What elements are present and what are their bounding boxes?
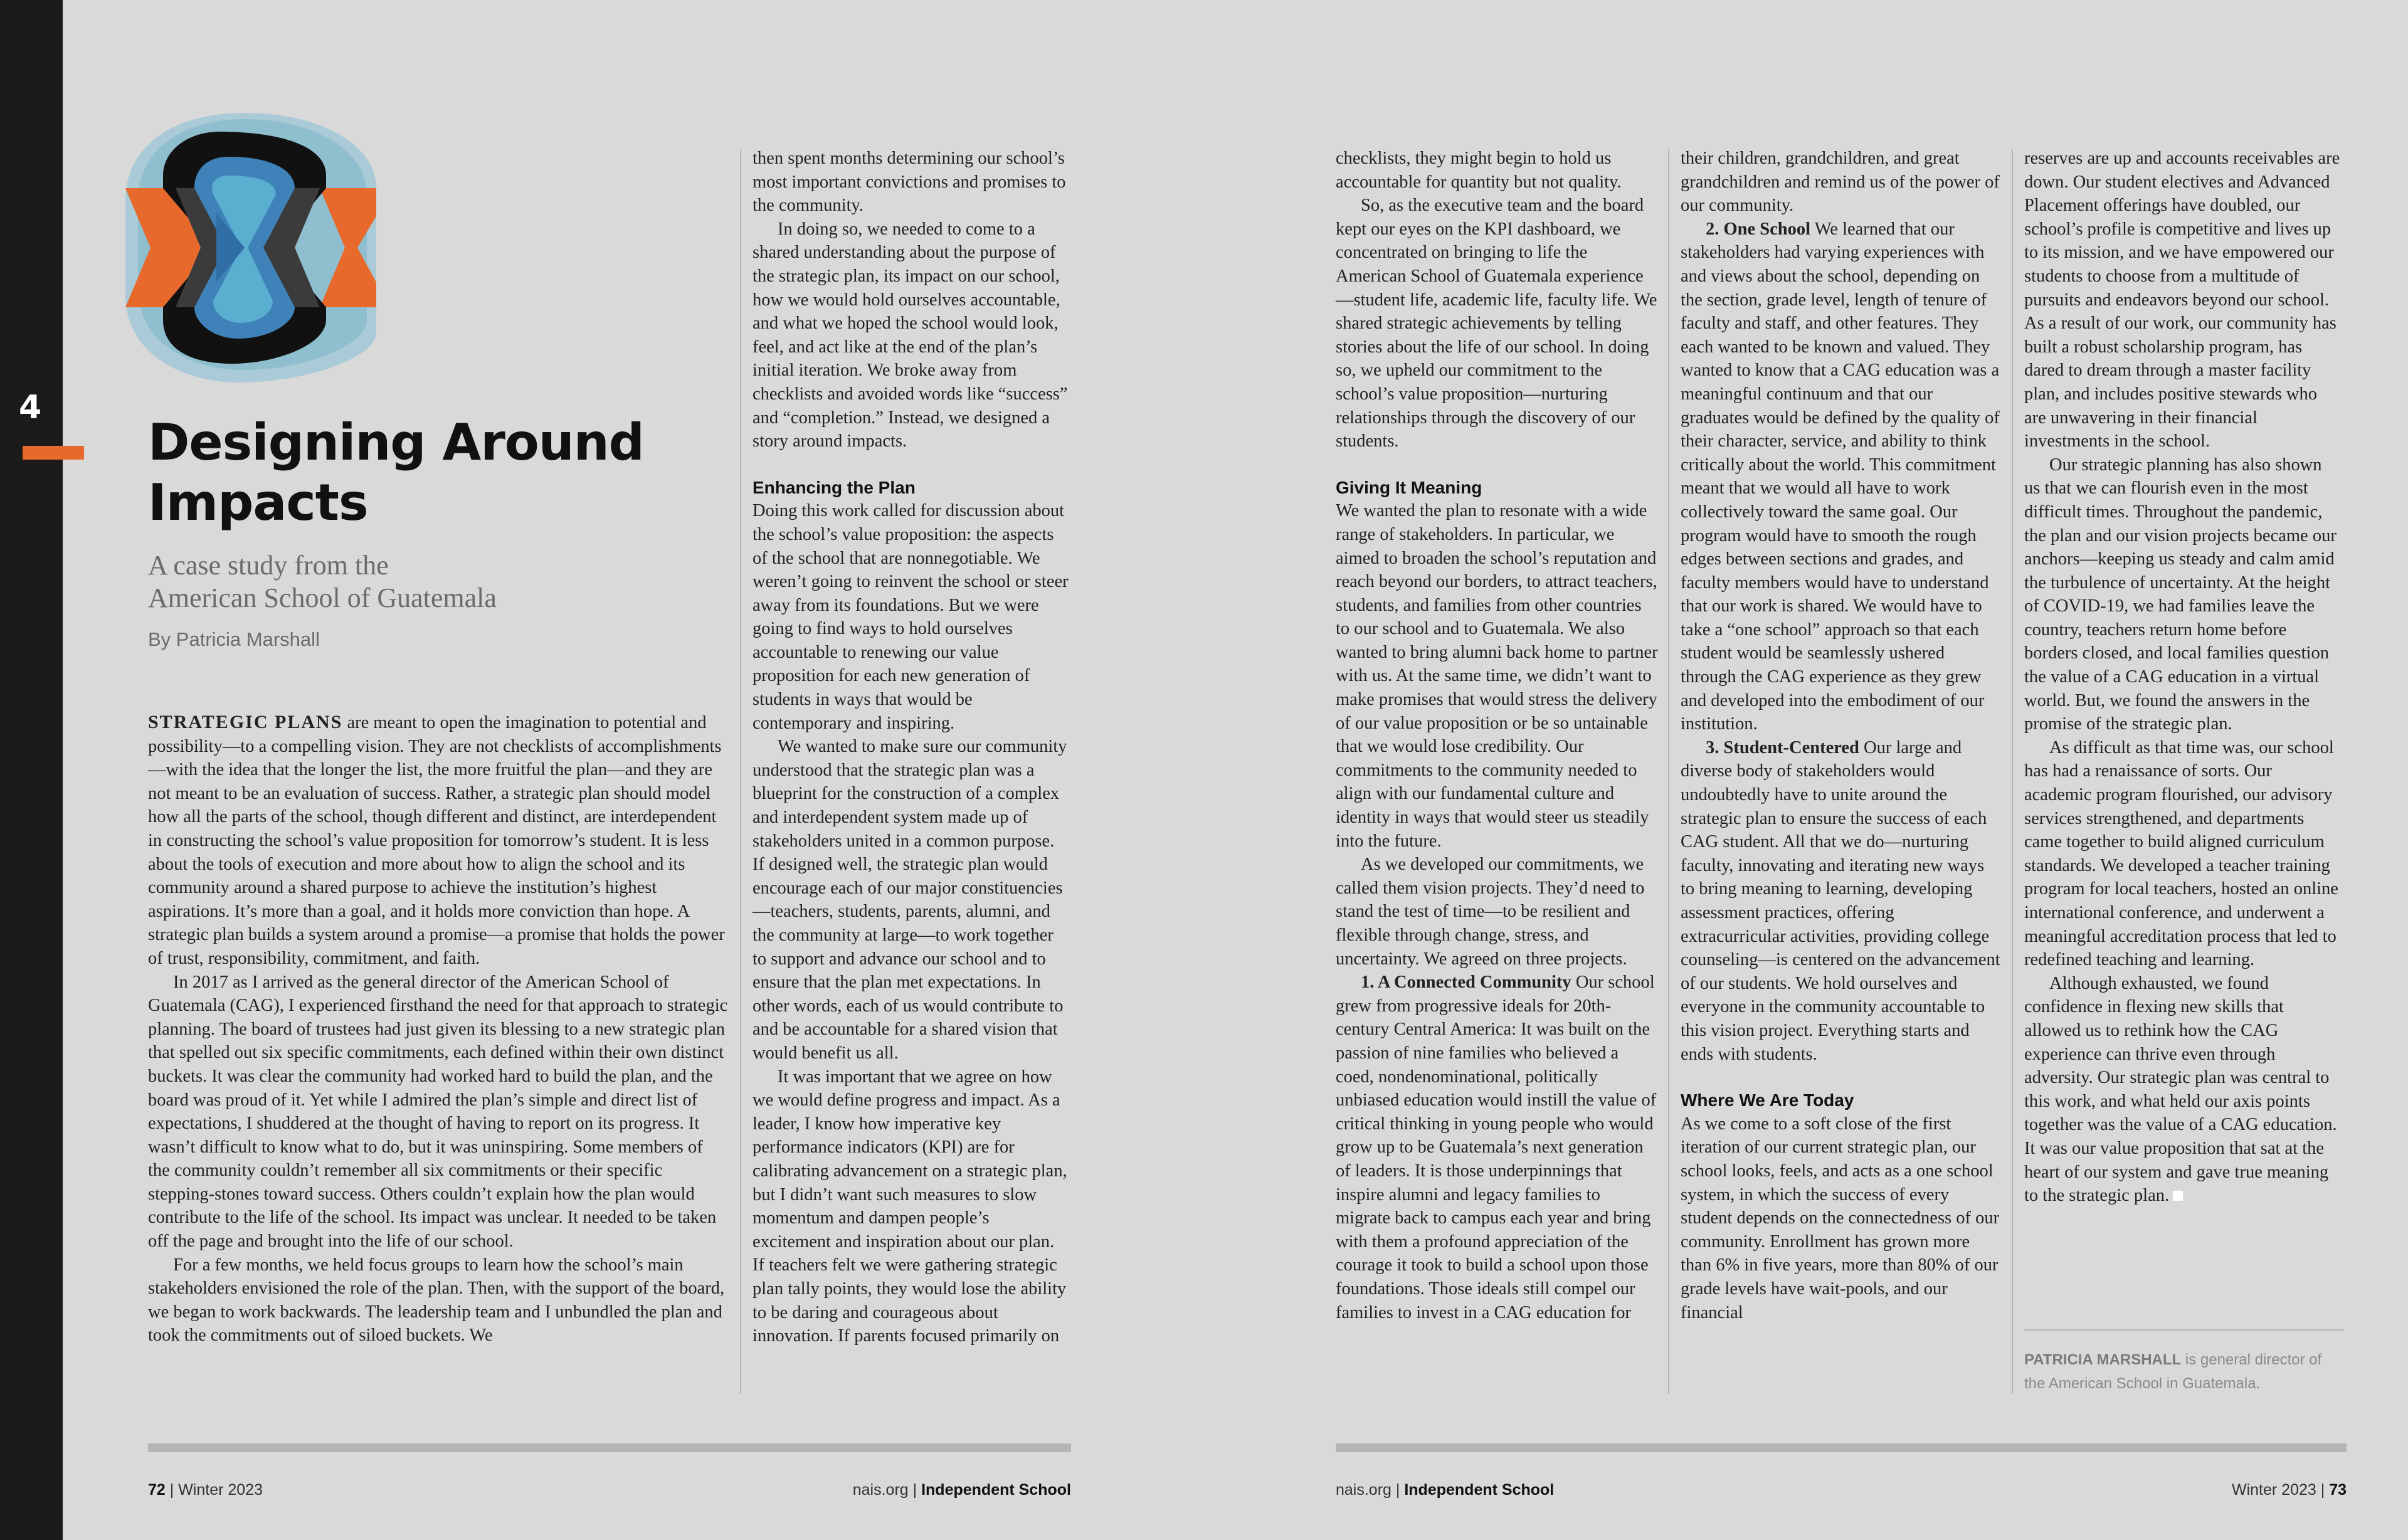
section-sidebar [0, 0, 63, 1540]
paragraph: their children, grandchildren, and great grandchildren and remind us of the power of our community. [1681, 149, 2000, 216]
footer-bar-right [1336, 1443, 2347, 1452]
paragraph: So, as the executive team and the board kept our eyes on the KPI dashboard, we concentrated on bringing to life the American School of Guatemala experience—student life, academic life, faculty life. We shared strategic achievements by telling stories about the life of our school. In doing so, we upheld our commitment to the school’s value proposition—nurturing relationships through the discovery of our students. [1336, 196, 1657, 451]
page-number-right: 73 [2329, 1481, 2347, 1499]
paragraph: checklists, they might begin to hold us accountable for quantity but not quality. [1336, 149, 1622, 192]
footer-left-publication: nais.org | Independent School [852, 1481, 1071, 1499]
paragraph: In 2017 as I arrived as the general director of the American School of Guatemala (CAG), I experienced firsthand the need for that approach to strategic planning. The board of trustees had just given its blessing to a new strategic plan that spelled out six specific commitments, each defined within their own distinct buckets. It was clear the community had worked hard to build the plan, and the board was proud of it. Yet while I admired the plan’s simple and direct list of expectations, I shuddered at the thought of having to report on its progress. It wasn’t difficult to know what to do, but it was uninspiring. Some members of the community couldn’t remember all six commitments or their specific stepping-stones toward success. Others couldn’t explain how the plan would contribute to the life of the school. Its impact was unclear. It needed to be taken off the page and brought into the life of our school. [148, 972, 728, 1252]
article-column-2 [752, 147, 1070, 1348]
end-mark-icon [2173, 1191, 2183, 1201]
paragraph: then spent months determining our school’s most important convictions and promises to the community. [752, 149, 1066, 216]
run-in-heading: 2. One School [1706, 219, 1811, 239]
footer-left: 72 | Winter 2023 [148, 1481, 263, 1499]
title-line-1: Designing Around [148, 413, 644, 472]
paragraph: As we developed our commitments, we called them vision projects. They’d need to stand the test of time—to be resilient and flexible through change, stress, and uncertainty. We agreed on three projects. [1336, 855, 1645, 969]
paragraph: As difficult as that time was, our school has had a renaissance of sorts. Our academic program flourished, our advisory services strengthened, and departments came together to build aligned curriculum standards. We developed a teacher training program for local teachers, hosted an online international conference, and underwent a meaningful accreditation process that led to redefined teaching and learning. [2024, 737, 2338, 970]
article-title [148, 413, 712, 533]
issue-left: Winter 2023 [178, 1481, 263, 1499]
section-heading: Where We Are Today [1681, 1090, 1854, 1110]
footer-right-publication: nais.org | Independent School [1336, 1481, 1555, 1499]
paragraph-text: Although exhausted, we found confidence in flexing new skills that allowed us to rethink how the CAG experience can thrive even through adversity. Our strategic plan was central to this work, and what held our axis points together was the value of a CAG education. It was our value proposition that sat at the heart of our system and gave true meaning to the strategic plan. [2024, 973, 2337, 1206]
site-url: nais.org [1336, 1481, 1391, 1499]
paragraph [148, 710, 729, 971]
article-column-5 [2024, 147, 2342, 1208]
paragraph: It was important that we agree on how we would define progress and impact. As a leader, I know how imperative key performance indicators (KPI) are for calibrating advancement on a strategic plan, but I didn’t want such measures to slow momentum and dampen people’s excitement and inspiration about our plan. If teachers felt we were gathering strategic plan tally points, they would lose the ability to be daring and courageous about innovation. If parents focused primarily on [752, 1067, 1067, 1346]
paragraph: Our strategic planning has also shown us that we can flourish even in the most difficult times. Throughout the pandemic, the plan and our vision projects became our anchors—keeping us steady and calm amid the turbulence of uncertainty. At the height of COVID-19, we had families leave the country, teachers return home before borders closed, and local families question the value of a CAG education in a virtual world. But, we found the answers in the promise of the strategic plan. [2024, 455, 2337, 734]
section-number: 4 [19, 389, 42, 426]
lead-in: STRATEGIC PLANS [148, 712, 343, 732]
paragraph [1681, 736, 2000, 1066]
bio-name: PATRICIA MARSHALL [2024, 1351, 2182, 1368]
paragraph: Doing this work called for discussion about the school’s value proposition: the aspects of the school that are nonnegotiable. We weren’t going to reinvent the school or steer away from its foundations. But we were going to find ways to hold ourselves accountable to renewing our value proposition for each new generation of students in ways that would be contemporary and inspiring. [752, 501, 1069, 733]
paragraph: We wanted to make sure our community understood that the strategic plan was a blueprint for the construction of a complex and interdependent system made up of stakeholders united in a common purpose. If designed well, the strategic plan would encourage each of our major constituencies—teachers, students, parents, alumni, and the community at large—to work together to support and advance our school and to ensure that the plan met expectations. In other words, each of us would contribute to and be accountable for a shared vision that would benefit us all. [752, 737, 1067, 1063]
run-in-heading: 3. Student-Centered [1706, 737, 1859, 757]
paragraph [1336, 971, 1658, 1324]
publication-name: Independent School [921, 1481, 1071, 1499]
paragraph: For a few months, we held focus groups to learn how the school’s main stakeholders envisioned the role of the plan. Then, with the support of the board, we began to work backwards. The leadership team and I unbundled the plan and took the commitments out of siloed buckets. We [148, 1255, 725, 1346]
paragraph-text: Our large and diverse body of stakeholders would undoubtedly have to unite around the strategic plan to ensure the success of each CAG student. All that we do—nurturing faculty, innovating and iterating new ways to bring meaning to learning, developing assessment practices, offering extracurricular activities, providing college counseling—is centered on the advancement of our students. We hold ourselves and everyone in the community accountable to this vision project. Everything starts and ends with students. [1681, 737, 2000, 1064]
footer-right: Winter 2023 | 73 [2232, 1481, 2347, 1499]
paragraph-text: We learned that our stakeholders had varying experiences with and views about the school, depending on the section, grade level, length of tenure of faculty and staff, and other features. They each wanted to be known and valued. They wanted to know that a CAG education was a meaningful continuum and that our graduates would be defined by the quality of their character, service, and ability to think critically about the world. This commitment meant that we would all have to work collectively toward the same goal. Our program would have to smooth the rough edges between sections and grades, and faculty members would have to understand that our work is shared. We would have to take a “one school” approach so that each student would be seamlessly ushered through the CAG experience as they grew and developed into the embodiment of our institution. [1681, 219, 2000, 734]
bio-text: is general director of the American School in Guatemala. [2024, 1351, 2322, 1392]
paragraph [1681, 218, 2000, 736]
section-accent-bar [23, 446, 84, 460]
article-column-1 [148, 710, 729, 1347]
article-subtitle [148, 549, 712, 614]
article-column-4 [1681, 147, 2000, 1324]
paragraph: In doing so, we needed to come to a shared understanding about the purpose of the strategic plan, its impact on our school, how we would hold ourselves accountable, and what we hoped the school would look, feel, and act like at the end of the plan’s initial iteration. We broke away from checklists and avoided words like “success” and “completion.” Instead, we designed a story around impacts. [752, 219, 1068, 451]
school-logo-icon [119, 107, 383, 382]
run-in-heading: 1. A Connected Community [1361, 973, 1571, 993]
section-heading: Enhancing the Plan [752, 477, 916, 497]
author-bio [2024, 1329, 2344, 1396]
section-heading: Giving It Meaning [1336, 477, 1482, 497]
issue-right: Winter 2023 [2232, 1481, 2316, 1499]
paragraph: We wanted the plan to resonate with a wide range of stakeholders. In particular, we aimed to broaden the school’s reputation and reach beyond our borders, to attract teachers, students, and families from other countries to our school and to Guatemala. We also wanted to bring alumni back home to partner with us. At the same time, we didn’t want to make promises that would stress the delivery of our value proposition or be so untainable that we would lose credibility. Our commitments to the community needed to align with our fundamental culture and identity in ways that would steer us steadily into the future. [1336, 501, 1658, 851]
paragraph: reserves are up and accounts receivables are down. Our student electives and Advanced Placement offerings have doubled, our school’s profile is competitive and lives up to its mission, and we have empowered our students to choose from a multitude of pursuits and endeavors beyond our school. As a result of our work, our community has built a robust scholarship program, has dared to dream through a master facility plan, and includes positive stewards who are unwavering in their financial investments in the school. [2024, 149, 2340, 451]
subtitle-line-2: American School of Guatemala [148, 583, 497, 613]
paragraph-text: Our school grew from progressive ideals for 20th-century Central America: It was built on the passion of nine families who believed a coed, nondenominational, politically unbiased education would instill the value of critical thinking in young people who would grow up to be Guatemala’s next generation of leaders. It is those underpinnings that inspire alumni and legacy families to migrate back to campus each year and bring with them a profound appreciation of the courage it took to build a school upon those foundations. Those ideals still compel our families to invest in a CAG education for [1336, 973, 1657, 1322]
page-number-left: 72 [148, 1481, 166, 1499]
paragraph [2024, 972, 2342, 1208]
title-line-2: Impacts [148, 473, 368, 532]
publication-name: Independent School [1404, 1481, 1555, 1499]
subtitle-line-1: A case study from the [148, 550, 389, 581]
byline: By Patricia Marshall [148, 628, 320, 650]
column-rule [1668, 149, 1669, 1394]
paragraph-text: are meant to open the imagination to potential and possibility—to a compelling vision. They are not checklists of accomplishments—with the idea that the longer the list, the more fruitful the plan—and they are not meant to be an evaluation of success. Rather, a strategic plan should model how all the parts of the school, though different and distinct, are interdependent in constructing the school’s value proposition for tomorrow’s student. It is less about the tools of execution and more about how to align the school and its community around a shared purpose to achieve the institution’s highest aspirations. It’s more than a goal, and it holds more conviction than hope. A strategic plan builds a system around a promise—a promise that holds the power of trust, responsibility, commitment, and faith. [148, 713, 725, 968]
column-rule [2012, 149, 2013, 1394]
column-rule [740, 149, 741, 1394]
paragraph: As we come to a soft close of the first iteration of our current strategic plan, our school looks, feels, and acts as a one school system, in which the success of every student depends on the connectedness of our community. Enrollment has grown more than 6% in five years, more than 80% of our grade levels have wait-pools, and our financial [1681, 1114, 2000, 1322]
site-url: nais.org [852, 1481, 909, 1499]
footer-bar-left [148, 1443, 1071, 1452]
article-column-3 [1336, 147, 1658, 1324]
